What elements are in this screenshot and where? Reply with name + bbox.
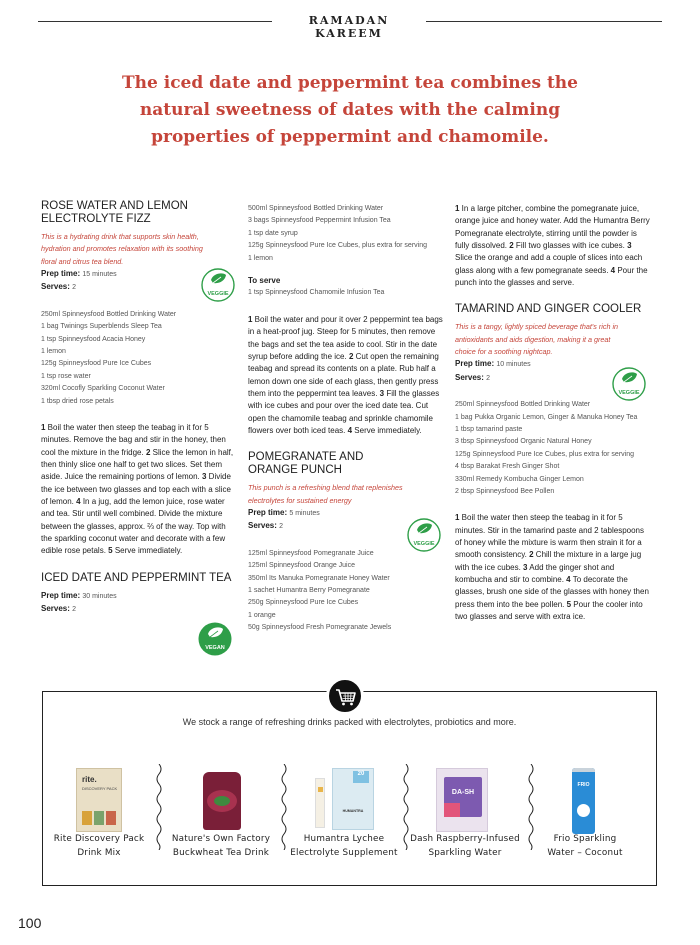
svg-text:VEGGIE: VEGGIE [413,541,435,547]
column-2 [248,203,444,635]
svg-text:VEGGIE: VEGGIE [618,390,640,396]
page-number: 100 [18,915,42,931]
product-name: Nature's Own Factory [171,834,271,844]
ingredient: 1 lemon [248,254,273,262]
ingredient: 1 bag Twinings Superblends Sleep Tea [41,323,162,331]
vegan-badge-icon [198,622,232,656]
section-header [38,12,662,40]
ingredient: 125ml Spinneysfood Pomegranate Juice [248,549,374,557]
intro-quote: The iced date and peppermint tea combines the natural sweetness of dates with the calming properties of peppermint and chamomile. [122,73,578,147]
frio-can-image: FRIO [572,768,595,834]
veggie-badge-icon [201,268,235,302]
product-name: Frio Sparkling [553,834,617,844]
ingredient: 250g Spinneysfood Pure Ice Cubes [248,599,359,607]
ingredient: 320ml Cocofly Sparkling Coconut Water [41,385,165,393]
column-1 [41,200,237,617]
ingredient: 3 bags Spinneysfood Peppermint Infusion Tea [248,217,391,225]
product-name-2: Sparkling Water [428,848,502,858]
ingredient: 1 sachet Humantra Berry Pomegranate [248,586,370,594]
ingredient: 500ml Spinneysfood Bottled Drinking Water [248,205,384,212]
product-name-2: Buckwheat Tea Drink [172,848,270,858]
method-tamarind: 1 Boil the water then steep the teabag in it for 5 minutes. Stir in the tamarind paste and 2 tablespoons of honey while the mixture is warm then strain it for a smooth consistency. 2 Chill the mixture in a large jug with the ice cubes. 3 Add the ginger shot and kombucha and stir to combine. 4 To decorate the glasses, brush one side of the glasses with honey then press them into the bee pollen. 5 Pour the cooler into two glasses and serve with extra ice. [455,513,649,622]
serves-rose: Serves: 2 [41,282,77,292]
method-rose: 1 Boil the water then steep the teabag in it for 5 minutes. Remove the bag and stir in the honey, then cool the mixture in the fridge. 2 Slice the lemon in half, then thinly slice one half to get two slices. Set them aside. Juice the remaining portions of lemon. 3 Divide the ice between two glasses and top each with a slice of lemon. 4 In a jug, add the lemon juice, rose water and tea. Stir until well combined. Divide the mixture between the glasses, approx. ⅔ of the way. Top with the sparkling coconut water and decorate with a few edible rose petals. 5 Serve immediately. [41,422,234,556]
ingredient: 330ml Remedy Kombucha Ginger Lemon [455,475,584,483]
veggie-badge-icon [407,518,441,552]
ingredient: 1 tsp Spinneysfood Acacia Honey [41,335,146,343]
ingredient: 250ml Spinneysfood Bottled Drinking Water [455,401,591,409]
ingredient: 1 tbsp tamarind paste [455,425,523,433]
prep-pom: Prep time: 5 minutes [248,507,320,517]
recipe-desc-rose: This is a hydrating drink that supports skin health, hydration and promotes relaxation with its soothing floral and citrus tea blend. [41,232,203,266]
ingredient: 250ml Spinneysfood Bottled Drinking Water [41,310,177,318]
ingredient: 1 tsp date syrup [248,229,298,237]
serves-pom: Serves: 2 [248,521,284,531]
prep-date: Prep time: 30 minutes [41,590,117,600]
recipe-title-tamarind: TAMARIND AND GINGER COOLER [455,303,642,316]
ingredients-rose [41,309,237,408]
product-dash[interactable] [405,832,525,860]
method-date: 1 Boil the water and pour it over 2 peppermint tea bags in a heat-proof jug. Steep for 5 minutes, then remove the bags and set the tea aside to cool. Stir in the date syrup before adding the ice. 2 Cut open the remaining teabag and spread its contents on a plate. Rub half a lemon down one side of each glass, then gently press them into the peppermint tea leaves. 3 Fill the glasses with ice cubes and pour over the iced date tea. Cut open the chamomile teabag and sprinkle chamomile flowers over both iced teas. 4 Serve immediately. [248,314,443,435]
header-rule-right [426,21,662,22]
product-name: Dash Raspberry-Infused [410,834,520,844]
ingredient: 50g Spinneysfood Fresh Pomegranate Jewels [248,624,392,632]
product-promo-box [42,691,657,886]
recipe-desc-tamarind: This is a tangy, lightly spiced beverage that's rich in antioxidants and aids digestion, making it a great choice for a soothing nightcap. [455,322,619,356]
ingredients-date [248,203,444,265]
product-name-2: Water – Coconut [547,848,623,858]
shopping-cart-icon [326,677,364,715]
ingredient: 125g Spinneysfood Pure Ice Cubes [41,360,152,368]
buckwheat-tea-image [203,772,241,830]
product-name: Rite Discovery Pack [53,834,145,844]
promo-text: We stock a range of refreshing drinks packed with electrolytes, probiotics and more. [182,717,517,727]
to-serve-label: To serve [248,276,281,286]
rite-discovery-pack-image: rite. DISCOVERY PACK [76,768,122,832]
product-name-2: Electrolyte Supplement [290,848,398,858]
svg-text:VEGGIE: VEGGIE [207,291,229,297]
ingredients-tamarind [455,399,651,498]
ingredient: 1 orange [248,611,276,619]
ingredient: 125g Spinneysfood Pure Ice Cubes, plus extra for serving [455,450,634,458]
svg-text:VEGAN: VEGAN [205,645,225,651]
recipe-desc-pom: This punch is a refreshing blend that replenishes electrolytes for sustained energy [248,483,403,505]
header-title: RAMADAN KAREEM [308,14,390,40]
column-3 [455,203,651,623]
ingredient: 2 tbsp Spinneysfood Bee Pollen [455,487,555,495]
ingredient: 350ml Its Manuka Pomegranate Honey Water [248,574,390,582]
recipe-title-pom: POMEGRANATE AND ORANGE PUNCH [248,451,364,477]
to-serve-item: 1 tsp Spinneysfood Chamomile Infusion Tea [248,289,385,297]
recipe-title-date: ICED DATE AND PEPPERMINT TEA [41,571,232,584]
product-humantra[interactable] [284,832,404,860]
product-name: Humantra Lychee [303,834,385,844]
humantra-box-image: 20 HUMANTRA [332,768,374,830]
prep-tamarind: Prep time: 10 minutes [455,359,531,369]
ingredient: 1 tsp rose water [41,372,91,380]
recipe-title-rose: ROSE WATER AND LEMON ELECTROLYTE FIZZ [41,200,188,225]
product-name-2: Drink Mix [77,848,121,858]
ingredient: 125g Spinneysfood Pure Ice Cubes, plus extra for serving [248,242,427,250]
product-natures-own[interactable] [161,832,281,860]
dash-pack-image: DA-SH [436,768,488,832]
ingredient: 3 tbsp Spinneysfood Organic Natural Honey [455,438,592,446]
serves-date: Serves: 2 [41,604,77,614]
ingredients-pom [248,548,444,635]
header-rule-left [38,21,272,22]
ingredient: 4 tbsp Barakat Fresh Ginger Shot [455,463,560,471]
prep-rose: Prep time: 15 minutes [41,268,117,278]
veggie-badge-icon [612,367,646,401]
product-frio[interactable] [525,832,645,860]
product-rite[interactable] [39,832,159,860]
ingredient: 1 bag Pukka Organic Lemon, Ginger & Manuka Honey Tea [455,413,638,421]
ingredient: 1 lemon [41,347,66,355]
ingredient: 125ml Spinneysfood Orange Juice [248,562,356,570]
humantra-sachet-image [315,778,325,828]
method-pom: 1 In a large pitcher, combine the pomegranate juice, orange juice and honey water. Add the Humantra Berry Pomegranate electrolyte, stirring until the powder is fully dissolved. 2 Fill two glasses with ice cubes. 3 Slice the orange and add a couple of slices into each glass along with a few pomegranate seeds. 4 Pour the punch into the glasses and serve. [455,204,650,288]
ingredient: 1 tbsp dried rose petals [41,397,114,405]
serves-tamarind: Serves: 2 [455,372,491,382]
